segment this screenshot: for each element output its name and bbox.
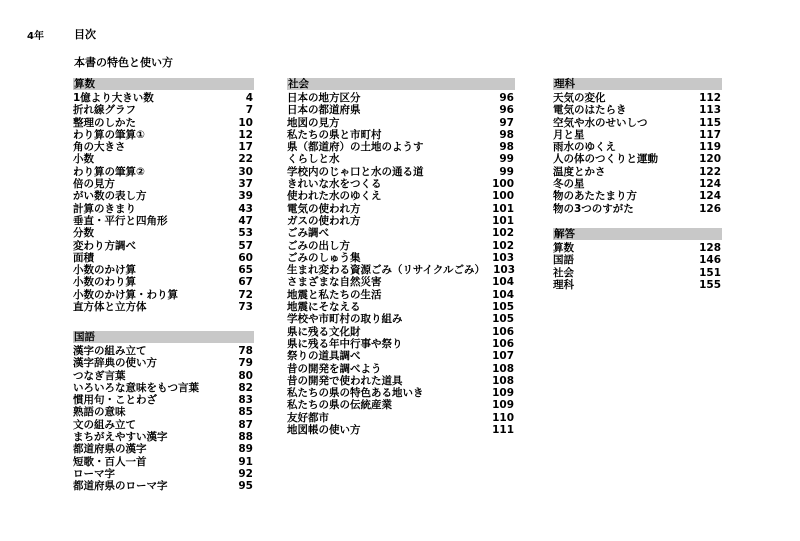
toc-entry-label: 文の組み立て: [73, 418, 136, 431]
toc-entry-page: 122: [699, 165, 721, 178]
toc-entry[interactable]: [553, 203, 721, 215]
toc-entry-label: 生まれ変わる資源ごみ（リサイクルごみ）: [287, 264, 486, 277]
toc-entry-page: 91: [238, 455, 253, 468]
toc-entry[interactable]: [287, 129, 514, 141]
toc-entry-page: 96: [499, 104, 514, 117]
toc-entry-label: 昔の開発を調べよう: [287, 362, 382, 375]
toc-entry[interactable]: [73, 104, 253, 116]
toc-entry[interactable]: [553, 129, 721, 141]
toc-entry[interactable]: [553, 267, 721, 279]
toc-entry-label: 学校内のじゃ口と水の通る道: [287, 165, 424, 178]
toc-entry-page: 79: [238, 357, 253, 370]
section-heading: 理科: [553, 78, 722, 90]
toc-entry-page: 101: [492, 214, 514, 227]
toc-entry-page: 7: [245, 104, 253, 117]
toc-entry-label: わり算の筆算②: [73, 165, 145, 178]
toc-entry-label: 学校や市町村の取り組み: [287, 313, 403, 326]
toc-entry-page: 82: [238, 381, 253, 394]
toc-entry-page: 85: [238, 406, 253, 419]
toc-entry-page: 4: [245, 92, 253, 104]
toc-entry-label: 温度とかさ: [553, 165, 606, 178]
toc-entry-page: 72: [238, 288, 253, 301]
toc-entry[interactable]: [553, 141, 721, 153]
toc-entry-label: 地震と私たちの生活: [287, 288, 382, 301]
toc-entry-label: 短歌・百人一首: [73, 455, 147, 468]
toc-entry-page: 98: [499, 141, 514, 154]
toc-entry[interactable]: [553, 178, 721, 190]
toc-entry-page: 126: [699, 202, 721, 215]
toc-entry[interactable]: [287, 117, 514, 129]
toc-entry-page: 103: [493, 264, 516, 277]
toc-entry-label: 私たちの県と市町村: [287, 128, 382, 141]
toc-entry-page: 104: [492, 276, 514, 289]
toc-entry-page: 89: [238, 443, 253, 456]
section-rika: [553, 78, 721, 215]
toc-entry-page: 109: [492, 387, 514, 400]
toc-entry-page: 53: [238, 227, 253, 240]
toc-entry[interactable]: [287, 178, 514, 190]
toc-entry-page: 30: [238, 165, 253, 178]
toc-entry[interactable]: [73, 276, 253, 288]
toc-entry[interactable]: [73, 153, 253, 165]
toc-entry-label: 角の大きさ: [73, 141, 126, 154]
toc-entry-page: 120: [699, 153, 721, 166]
toc-entry[interactable]: [73, 370, 253, 382]
toc-entry-label: 私たちの県の伝統産業: [287, 399, 392, 412]
toc-entry-label: 人の体のつくりと運動: [553, 153, 658, 166]
toc-entry-label: 小数のかけ算・わり算: [73, 288, 178, 301]
toc-entry[interactable]: [287, 387, 514, 399]
toc-entry[interactable]: [287, 92, 514, 104]
toc-entry[interactable]: [287, 240, 514, 252]
toc-entry-page: 108: [492, 374, 514, 387]
toc-entry[interactable]: [553, 92, 721, 104]
toc-entry[interactable]: [73, 215, 253, 227]
toc-entry-label: 月と星: [553, 128, 585, 141]
toc-entry-page: 97: [499, 116, 514, 129]
toc-entry-label: 物の3つのすがた: [553, 202, 634, 215]
toc-entry[interactable]: [73, 345, 253, 357]
toc-entry-page: 99: [499, 165, 514, 178]
toc-entry-page: 115: [699, 116, 721, 129]
toc-entry-label: 社会: [553, 266, 574, 279]
toc-entry[interactable]: [287, 375, 514, 387]
toc-entry[interactable]: [287, 363, 514, 375]
toc-entry-page: 102: [492, 227, 514, 240]
toc-entry[interactable]: [73, 141, 253, 153]
toc-entry[interactable]: [287, 153, 514, 165]
toc-entry-page: 108: [492, 362, 514, 375]
toc-entry-page: 65: [238, 264, 253, 277]
toc-entry-page: 101: [492, 202, 514, 215]
toc-entry-page: 112: [699, 92, 721, 104]
toc-entry-page: 22: [238, 153, 253, 166]
section-kaito: [553, 228, 721, 291]
toc-entry[interactable]: [73, 289, 253, 301]
toc-entry-label: ごみ調べ: [287, 227, 329, 240]
section-sansu: [73, 78, 253, 313]
toc-entry-label: 電気の使われ方: [287, 202, 361, 215]
toc-entry[interactable]: [73, 227, 253, 239]
toc-entry[interactable]: [287, 215, 514, 227]
toc-entry[interactable]: [73, 203, 253, 215]
toc-entry-label: 漢字の組み立て: [73, 345, 147, 357]
toc-entry-label: 面積: [73, 251, 94, 264]
toc-entry[interactable]: [73, 394, 253, 406]
toc-entry-label: 折れ線グラフ: [73, 104, 136, 117]
toc-entry-page: 73: [238, 301, 253, 314]
toc-entry[interactable]: [287, 313, 514, 325]
toc-entry[interactable]: [287, 227, 514, 239]
toc-entry-page: 106: [492, 337, 514, 350]
toc-entry[interactable]: [553, 242, 721, 254]
toc-entry-page: 39: [238, 190, 253, 203]
toc-entry-label: 雨水のゆくえ: [553, 141, 616, 154]
toc-entry-page: 10: [238, 116, 253, 129]
toc-entry-label: きれいな水をつくる: [287, 178, 382, 191]
toc-entry-label: 算数: [553, 242, 574, 254]
toc-entry-label: 分数: [73, 227, 94, 240]
toc-entry-label: 小数: [73, 153, 94, 166]
toc-entry-label: 県（都道府）の土地のようす: [287, 141, 424, 154]
toc-entry-label: 整理のしかた: [73, 116, 136, 129]
toc-entry-label: さまざまな自然災害: [287, 276, 382, 289]
toc-entry-page: 107: [492, 350, 514, 363]
toc-entry-label: 変わり方調べ: [73, 239, 136, 252]
toc-entry-label: 慣用句・ことわざ: [73, 394, 157, 407]
toc-entry-page: 105: [492, 313, 514, 326]
toc-entry-label: ガスの使われ方: [287, 214, 361, 227]
toc-entry-page: 151: [699, 266, 721, 279]
toc-entry-label: わり算の筆算①: [73, 128, 145, 141]
toc-entry-label: 漢字辞典の使い方: [73, 357, 157, 370]
toc-entry-label: 電気のはたらき: [553, 104, 627, 117]
toc-entry-page: 67: [238, 276, 253, 289]
toc-entry-page: 104: [492, 288, 514, 301]
section-kokugo: [73, 331, 253, 493]
toc-entry-page: 92: [238, 467, 253, 480]
toc-entry-label: ローマ字: [73, 467, 115, 480]
toc-entry-page: 47: [238, 214, 253, 227]
toc-entry[interactable]: [553, 104, 721, 116]
toc-entry-label: 空気や水のせいしつ: [553, 116, 648, 129]
page-title: 目次: [74, 28, 96, 41]
toc-entry[interactable]: [73, 92, 253, 104]
toc-entry-page: 87: [238, 418, 253, 431]
toc-entry[interactable]: [287, 350, 514, 362]
toc-entry[interactable]: [73, 252, 253, 264]
toc-entry[interactable]: [73, 129, 253, 141]
toc-entry-label: くらしと水: [287, 153, 340, 166]
toc-entry[interactable]: [287, 276, 514, 288]
toc-entry-page: 96: [499, 92, 514, 104]
toc-entry[interactable]: [73, 178, 253, 190]
toc-entry-page: 155: [699, 278, 721, 291]
toc-entry[interactable]: [73, 301, 253, 313]
toc-entry-label: 日本の地方区分: [287, 92, 361, 104]
toc-entry[interactable]: [73, 480, 253, 492]
toc-entry-label: 県に残る文化財: [287, 325, 361, 338]
toc-entry-label: 倍の見方: [73, 178, 115, 191]
toc-entry-label: 友好都市: [287, 411, 329, 424]
toc-entry[interactable]: [73, 166, 253, 178]
toc-entry-label: 地図の見方: [287, 116, 340, 129]
toc-entry-label: ごみのしゅう集: [287, 251, 361, 264]
toc-entry-page: 128: [699, 242, 721, 254]
toc-entry[interactable]: [287, 338, 514, 350]
toc-entry-page: 103: [492, 251, 514, 264]
toc-entry-label: 小数のわり算: [73, 276, 136, 289]
toc-entry[interactable]: [553, 254, 721, 266]
toc-entry[interactable]: [553, 153, 721, 165]
toc-entry-page: 106: [492, 325, 514, 338]
toc-entry-label: 垂直・平行と四角形: [73, 214, 168, 227]
toc-entry-page: 60: [238, 251, 253, 264]
toc-entry-label: 天気の変化: [553, 92, 606, 104]
toc-entry-page: 78: [238, 345, 253, 357]
toc-entry-label: 1億より大きい数: [73, 92, 154, 104]
toc-entry-page: 119: [699, 141, 721, 154]
toc-entry-page: 117: [699, 128, 721, 141]
toc-entry[interactable]: [73, 357, 253, 369]
toc-entry-page: 37: [238, 178, 253, 191]
toc-entry[interactable]: [287, 166, 514, 178]
toc-entry-label: 日本の都道府県: [287, 104, 361, 117]
toc-entry-label: 昔の開発で使われた道具: [287, 374, 403, 387]
toc-entry-page: 111: [492, 424, 514, 437]
section-heading: 解答: [553, 228, 722, 240]
toc-entry[interactable]: [553, 166, 721, 178]
toc-entry-label: 直方体と立方体: [73, 301, 147, 314]
toc-entry[interactable]: [73, 443, 253, 455]
toc-entry-page: 57: [238, 239, 253, 252]
toc-entry[interactable]: [73, 264, 253, 276]
section-heading: 国語: [73, 331, 254, 343]
toc-entry[interactable]: [73, 419, 253, 431]
toc-entry[interactable]: [287, 399, 514, 411]
toc-entry-page: 124: [699, 190, 721, 203]
toc-entry[interactable]: [287, 326, 514, 338]
toc-entry-label: 国語: [553, 254, 574, 267]
toc-entry-page: 102: [492, 239, 514, 252]
toc-entry[interactable]: [73, 431, 253, 443]
toc-entry[interactable]: [73, 382, 253, 394]
toc-entry-label: 熟語の意味: [73, 406, 126, 419]
toc-entry-label: 使われた水のゆくえ: [287, 190, 382, 203]
grade-label: 4年: [27, 31, 44, 42]
toc-entry-label: 祭りの道具調べ: [287, 350, 361, 363]
toc-entry[interactable]: [287, 104, 514, 116]
toc-entry-label: 都道府県のローマ字: [73, 480, 168, 493]
toc-entry-label: つなぎ言葉: [73, 369, 126, 382]
toc-entry-label: がい数の表し方: [73, 190, 147, 203]
toc-entry-label: 地図帳の使い方: [287, 424, 361, 437]
toc-entry-label: 県に残る年中行事や祭り: [287, 337, 403, 350]
toc-entry-label: 冬の星: [553, 178, 585, 191]
toc-entry-label: 理科: [553, 278, 574, 291]
toc-entry[interactable]: [553, 279, 721, 291]
toc-entry-label: 計算のきまり: [73, 202, 136, 215]
toc-entry[interactable]: [287, 301, 514, 313]
toc-entry[interactable]: [553, 190, 721, 202]
toc-entry[interactable]: [287, 412, 514, 424]
toc-entry-page: 105: [492, 301, 514, 314]
toc-entry[interactable]: [73, 456, 253, 468]
toc-entry-label: 小数のかけ算: [73, 264, 136, 277]
section-shakai: [287, 78, 514, 436]
toc-entry-page: 124: [699, 178, 721, 191]
toc-entry-label: 都道府県の漢字: [73, 443, 147, 456]
toc-entry-page: 43: [238, 202, 253, 215]
toc-entry[interactable]: [553, 117, 721, 129]
section-heading: 算数: [73, 78, 254, 90]
toc-entry[interactable]: [287, 203, 514, 215]
toc-entry[interactable]: [73, 240, 253, 252]
toc-entry-page: 100: [492, 190, 514, 203]
toc-entry[interactable]: [73, 117, 253, 129]
toc-entry-page: 83: [238, 394, 253, 407]
toc-entry-page: 110: [492, 411, 514, 424]
toc-entry[interactable]: [287, 141, 514, 153]
toc-entry-page: 98: [499, 128, 514, 141]
toc-entry[interactable]: [73, 468, 253, 480]
toc-entry[interactable]: [287, 424, 514, 436]
toc-entry-page: 109: [492, 399, 514, 412]
toc-entry-page: 12: [238, 128, 253, 141]
toc-entry[interactable]: [287, 252, 514, 264]
toc-entry-label: 物のあたたまり方: [553, 190, 637, 203]
toc-entry-page: 95: [238, 480, 253, 493]
toc-entry-page: 146: [699, 254, 721, 267]
section-heading: 社会: [287, 78, 515, 90]
intro-entry[interactable]: 本書の特色と使い方: [74, 56, 173, 69]
toc-entry-page: 17: [238, 141, 253, 154]
toc-entry[interactable]: [73, 190, 253, 202]
toc-entry-page: 88: [238, 431, 253, 444]
toc-entry-label: ごみの出し方: [287, 239, 350, 252]
toc-entry-page: 100: [492, 178, 514, 191]
toc-entry-page: 99: [499, 153, 514, 166]
toc-entry[interactable]: [73, 406, 253, 418]
toc-entry[interactable]: [287, 264, 514, 276]
toc-entry-label: まちがえやすい漢字: [73, 431, 168, 444]
toc-entry[interactable]: [287, 289, 514, 301]
toc-entry-page: 113: [699, 104, 721, 117]
toc-entry-label: いろいろな意味をもつ言葉: [73, 381, 199, 394]
toc-entry-label: 地震にそなえる: [287, 301, 361, 314]
toc-entry-page: 80: [238, 369, 253, 382]
toc-entry-label: 私たちの県の特色ある地いき: [287, 387, 424, 400]
toc-entry[interactable]: [287, 190, 514, 202]
